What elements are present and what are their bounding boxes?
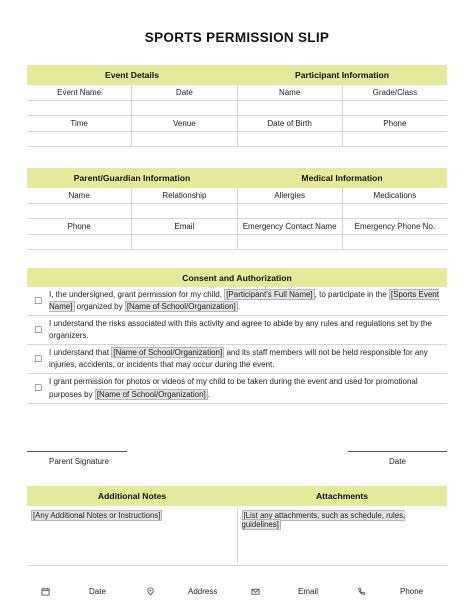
input-row xyxy=(27,132,447,147)
allergies-label: Allergies xyxy=(237,188,342,204)
label-row xyxy=(27,85,447,101)
signature-date-label: Date xyxy=(389,457,406,466)
consent-text-part: I understand that xyxy=(49,347,112,357)
consent-heading: Consent and Authorization xyxy=(27,268,447,287)
allergies-field[interactable] xyxy=(237,204,342,219)
event-name-label: Event Name xyxy=(27,85,131,101)
consent-text xyxy=(49,289,447,314)
relationship-label: Relationship xyxy=(131,188,236,204)
label-row xyxy=(27,188,447,204)
checkbox[interactable]: ☐ xyxy=(33,353,43,364)
emergency-phone-label: Emergency Phone No. xyxy=(342,219,447,235)
event-name-field[interactable] xyxy=(27,101,131,116)
location-icon xyxy=(144,585,156,597)
participant-name-field[interactable] xyxy=(237,101,342,116)
checkbox[interactable]: ☐ xyxy=(33,383,43,393)
parent-guardian-heading: Parent/Guardian Information xyxy=(73,173,191,183)
consent-text: I understand the risks associated with this activity and agree to abide by any rules and regulations set by the organizers. xyxy=(49,318,432,340)
name-label: Name xyxy=(237,85,342,101)
notes-placeholder: [Any Additional Notes or Instructions] xyxy=(33,511,161,520)
footer-phone-label: Phone xyxy=(400,586,424,596)
phone-icon xyxy=(355,585,367,597)
medical-info-heading: Medical Information xyxy=(301,173,383,183)
organization-placeholder[interactable]: [Name of School/Organization] xyxy=(113,347,223,357)
event-participant-table xyxy=(27,65,447,147)
parent-name-field[interactable] xyxy=(27,204,131,219)
parent-phone-label: Phone xyxy=(27,219,131,235)
venue-field[interactable] xyxy=(131,132,236,147)
organization-placeholder[interactable]: [Name of School/Organization] xyxy=(126,302,236,311)
email-label: Email xyxy=(131,219,236,235)
consent-item xyxy=(27,374,447,404)
parent-signature-label: Parent Signature xyxy=(49,457,110,466)
phone-label: Phone xyxy=(342,116,447,132)
date-signature-line[interactable] xyxy=(348,451,447,452)
grade-class-label: Grade/Class xyxy=(342,85,447,101)
table-header-row xyxy=(27,65,447,85)
emergency-contact-field[interactable] xyxy=(237,235,342,250)
participant-phone-field[interactable] xyxy=(342,132,447,147)
footer-email-label: Email xyxy=(298,586,319,596)
input-row xyxy=(27,101,447,116)
input-row xyxy=(27,204,447,219)
email-icon xyxy=(249,585,261,597)
consent-text xyxy=(49,347,447,372)
medications-label: Medications xyxy=(342,188,447,204)
time-field[interactable] xyxy=(27,132,131,147)
organization-placeholder[interactable]: [Name of School/Organization] xyxy=(96,389,206,399)
date-field[interactable] xyxy=(131,101,236,116)
attachments-placeholder: [List any attachments, such as schedule, rules, guidelines] xyxy=(241,511,406,529)
notes-body xyxy=(27,506,447,566)
consent-text-part: I, the undersigned, grant permission for my child, xyxy=(49,289,225,299)
date-of-birth-field[interactable] xyxy=(237,132,342,147)
table-header-row xyxy=(27,168,447,188)
parent-name-label: Name xyxy=(27,188,131,204)
parent-phone-field[interactable] xyxy=(27,235,131,250)
relationship-field[interactable] xyxy=(131,204,236,219)
attachments-heading: Attachments xyxy=(315,491,369,501)
participant-name-placeholder[interactable]: [Participant's Full Name] xyxy=(226,289,313,299)
email-field[interactable] xyxy=(131,235,236,250)
consent-text-part: and its staff members will not be held responsible for any injuries, accidents, or incidents that may occur during the event. xyxy=(49,347,428,369)
additional-notes-heading: Additional Notes xyxy=(97,491,167,501)
attachments-field[interactable] xyxy=(237,506,448,565)
calendar-icon xyxy=(39,585,51,597)
date-of-birth-label: Date of Birth xyxy=(237,116,342,132)
consent-text-part: . xyxy=(207,389,210,399)
checkbox[interactable]: ☐ xyxy=(33,324,43,335)
grade-class-field[interactable] xyxy=(342,101,447,116)
parent-signature-line[interactable] xyxy=(27,451,127,452)
consent-text-part: . xyxy=(237,302,241,311)
date-label: Date xyxy=(131,85,236,101)
event-name-placeholder[interactable]: [Sports Event Name] xyxy=(49,289,439,311)
consent-text-part: organized by xyxy=(74,302,125,311)
consent-item xyxy=(27,345,447,374)
parent-medical-table xyxy=(27,168,447,250)
emergency-phone-field[interactable] xyxy=(342,235,447,250)
event-details-heading: Event Details xyxy=(105,70,159,80)
consent-item xyxy=(27,287,447,316)
emergency-contact-label: Emergency Contact Name xyxy=(237,219,342,235)
medications-field[interactable] xyxy=(342,204,447,219)
label-row xyxy=(27,219,447,235)
consent-item xyxy=(27,316,447,345)
checkbox[interactable]: ☐ xyxy=(33,295,43,306)
footer xyxy=(27,583,447,599)
venue-label: Venue xyxy=(131,116,236,132)
notes-header-row xyxy=(27,486,447,506)
time-label: Time xyxy=(27,116,131,132)
page-title: SPORTS PERMISSION SLIP xyxy=(144,30,330,45)
input-row xyxy=(27,235,447,250)
participant-info-heading: Participant Information xyxy=(294,70,390,80)
additional-notes-field[interactable] xyxy=(27,506,237,565)
footer-address-label: Address xyxy=(188,586,218,596)
footer-date-label: Date xyxy=(89,586,106,596)
consent-text xyxy=(49,376,447,401)
consent-text-part: I grant permission for photos or videos of my child to be taken during the event and used for promotional purposes by xyxy=(49,377,418,399)
consent-text-part: , to participate in the xyxy=(314,289,389,299)
label-row xyxy=(27,116,447,132)
